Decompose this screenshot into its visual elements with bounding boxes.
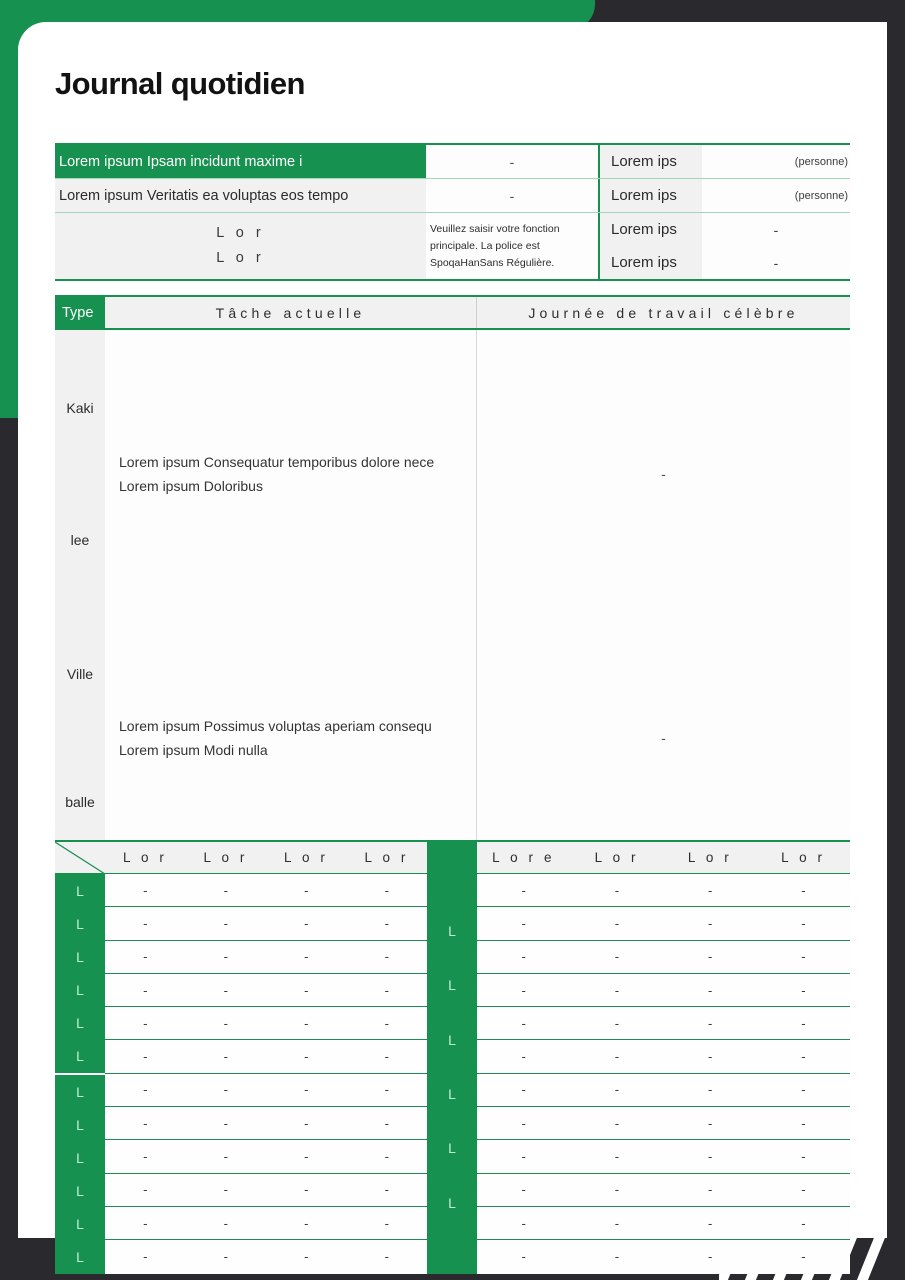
- grid-cell[interactable]: -: [521, 1115, 526, 1131]
- info-table: [55, 143, 850, 281]
- grid-cell[interactable]: -: [521, 1049, 526, 1065]
- grid-cell[interactable]: -: [143, 1115, 148, 1131]
- main-row-type-top: Kaki: [66, 400, 94, 416]
- grid-cell[interactable]: -: [614, 1215, 620, 1231]
- grid-cell[interactable]: -: [384, 882, 389, 898]
- main-row-task: [105, 618, 477, 858]
- grid-cell[interactable]: -: [304, 1049, 309, 1065]
- grid-cell[interactable]: -: [384, 1049, 389, 1065]
- grid-row[interactable]: [105, 874, 427, 907]
- grid-cell[interactable]: -: [614, 882, 620, 898]
- info-merged-subrows: [600, 213, 850, 279]
- grid-side-label: L: [76, 982, 84, 999]
- grid-cell[interactable]: -: [801, 915, 806, 931]
- grid-cell[interactable]: -: [143, 915, 148, 931]
- info-row-dash: -: [426, 179, 600, 212]
- info-subrow[interactable]: [600, 213, 850, 246]
- grid-mid-label: L: [448, 1140, 456, 1157]
- grid-cell[interactable]: -: [801, 1249, 806, 1265]
- grid-cell[interactable]: -: [223, 1049, 228, 1065]
- main-row-day: -: [477, 618, 850, 858]
- grid-table-header: [55, 840, 850, 874]
- grid-header-left-cols: [105, 842, 427, 873]
- main-row-type: [55, 618, 105, 858]
- grid-cell[interactable]: -: [707, 949, 713, 965]
- grid-cell[interactable]: -: [521, 1149, 526, 1165]
- page-panel: [18, 22, 887, 1266]
- grid-cell[interactable]: -: [143, 1049, 148, 1065]
- grid-cell[interactable]: -: [707, 1115, 713, 1131]
- grid-cell[interactable]: -: [143, 1082, 148, 1098]
- info-row-person: (personne): [702, 145, 850, 178]
- grid-side-label: L: [76, 1083, 84, 1100]
- grid-cell[interactable]: -: [304, 982, 309, 998]
- grid-right-cells: [477, 874, 850, 1274]
- grid-side-group-1[interactable]: [55, 874, 105, 1073]
- grid-cell[interactable]: -: [521, 1082, 526, 1098]
- info-row-person: (personne): [702, 179, 850, 212]
- grid-cell[interactable]: -: [614, 949, 620, 965]
- grid-mid-label: L: [448, 1194, 456, 1211]
- grid-row[interactable]: [477, 1140, 850, 1173]
- grid-cell[interactable]: -: [384, 1249, 389, 1265]
- grid-cell[interactable]: -: [143, 1215, 148, 1231]
- main-row-type-bottom: lee: [70, 532, 90, 548]
- grid-cell[interactable]: -: [614, 1249, 620, 1265]
- grid-cell[interactable]: -: [223, 949, 228, 965]
- grid-row[interactable]: [105, 941, 427, 974]
- main-row-type: [55, 330, 105, 618]
- grid-row[interactable]: [105, 1174, 427, 1207]
- stripe-bar: [852, 1238, 887, 1280]
- grid-header-cell: L o r: [687, 850, 733, 865]
- grid-row[interactable]: [477, 1207, 850, 1240]
- info-row-label: Lorem ipsum Ipsam incidunt maxime i: [55, 145, 426, 178]
- grid-cell[interactable]: -: [304, 1249, 309, 1265]
- info-row-name: Lorem ips: [600, 179, 702, 212]
- grid-row[interactable]: [477, 941, 850, 974]
- info-subrow-name: Lorem ips: [600, 213, 702, 246]
- grid-cell[interactable]: -: [304, 1015, 309, 1031]
- main-row-day: -: [477, 330, 850, 618]
- grid-row[interactable]: [105, 1240, 427, 1273]
- main-table-header: [55, 295, 850, 330]
- grid-header-cell: L o r: [203, 850, 248, 865]
- grid-cell[interactable]: -: [521, 1182, 526, 1198]
- grid-cell[interactable]: -: [801, 1082, 806, 1098]
- grid-cell[interactable]: -: [521, 882, 526, 898]
- grid-side-label: L: [76, 1048, 84, 1065]
- grid-cell[interactable]: -: [304, 1149, 309, 1165]
- info-merged-label-line: L o r: [216, 225, 265, 241]
- grid-corner-cell: [55, 842, 105, 873]
- grid-side-label: L: [76, 1183, 84, 1200]
- grid-cell[interactable]: -: [384, 915, 389, 931]
- info-merged-block[interactable]: [55, 213, 850, 281]
- grid-mid-label: L: [448, 1086, 456, 1103]
- grid-cell[interactable]: -: [384, 1149, 389, 1165]
- info-subrow-name: Lorem ips: [600, 246, 702, 279]
- grid-cell[interactable]: -: [614, 1082, 620, 1098]
- grid-mid-label: L: [448, 977, 456, 994]
- info-merged-note: [426, 213, 600, 279]
- grid-header-cell: L o r e: [492, 850, 556, 865]
- decor-right-dark-band: [887, 0, 905, 1280]
- info-subrow-value: -: [702, 246, 850, 279]
- grid-cell[interactable]: -: [801, 882, 806, 898]
- info-subrow[interactable]: [600, 246, 850, 279]
- grid-cell[interactable]: -: [707, 982, 713, 998]
- grid-cell[interactable]: -: [223, 1149, 228, 1165]
- grid-row[interactable]: [477, 1174, 850, 1207]
- grid-cell[interactable]: -: [801, 1149, 806, 1165]
- grid-row[interactable]: [105, 907, 427, 940]
- grid-cell[interactable]: -: [614, 982, 620, 998]
- grid-cell[interactable]: -: [801, 1049, 806, 1065]
- grid-header-cell: L o r: [781, 850, 826, 865]
- info-merged-note-text: Veuillez saisir votre fonction principale. La police est SpoqaHanSans Régulière.: [430, 222, 560, 269]
- grid-cell[interactable]: -: [143, 982, 148, 998]
- grid-cell[interactable]: -: [801, 982, 806, 998]
- grid-cell[interactable]: -: [143, 1249, 148, 1265]
- main-table: [55, 295, 850, 858]
- grid-cell[interactable]: -: [521, 1249, 526, 1265]
- grid-cell[interactable]: -: [304, 1082, 309, 1098]
- grid-cell[interactable]: -: [304, 1182, 309, 1198]
- info-row-dash: -: [426, 145, 600, 178]
- grid-header-cell: L o r: [283, 850, 329, 865]
- grid-cell[interactable]: -: [521, 915, 526, 931]
- main-row-task-line: Lorem ipsum Doloribus: [119, 478, 263, 494]
- grid-cell[interactable]: -: [707, 1082, 713, 1098]
- grid-header-cell: L o r: [364, 850, 409, 865]
- grid-cell[interactable]: -: [801, 1015, 806, 1031]
- grid-row[interactable]: [477, 1107, 850, 1140]
- grid-cell[interactable]: -: [707, 1049, 713, 1065]
- grid-header-cell: L o r: [594, 850, 640, 865]
- grid-mid-label: L: [448, 1031, 456, 1048]
- grid-cell[interactable]: -: [801, 1115, 806, 1131]
- grid-side-label: L: [76, 915, 84, 932]
- grid-table: [55, 840, 850, 1274]
- main-row-task-line: Lorem ipsum Modi nulla: [119, 742, 268, 758]
- info-subrow-value: -: [702, 213, 850, 246]
- grid-cell[interactable]: -: [304, 1215, 309, 1231]
- grid-side-label: L: [76, 1249, 84, 1266]
- grid-cell[interactable]: -: [223, 1249, 228, 1265]
- grid-cell[interactable]: -: [614, 1049, 620, 1065]
- info-row-name: Lorem ips: [600, 145, 702, 178]
- grid-cell[interactable]: -: [521, 1215, 526, 1231]
- info-merged-label: [55, 213, 426, 279]
- grid-row[interactable]: [477, 874, 850, 907]
- grid-cell[interactable]: -: [384, 1082, 389, 1098]
- grid-cell[interactable]: -: [801, 1182, 806, 1198]
- grid-side-label: L: [76, 882, 84, 899]
- grid-row[interactable]: [105, 1107, 427, 1140]
- grid-side-label: L: [76, 1015, 84, 1032]
- diagonal-split-icon: [55, 842, 105, 873]
- grid-cell[interactable]: -: [707, 882, 713, 898]
- info-row-label: Lorem ipsum Veritatis ea voluptas eos tempo: [55, 179, 426, 212]
- grid-cell[interactable]: -: [223, 1082, 228, 1098]
- main-row-task-line: Lorem ipsum Possimus voluptas aperiam consequ: [119, 718, 432, 734]
- grid-cell[interactable]: -: [384, 1182, 389, 1198]
- grid-cell[interactable]: -: [223, 1215, 228, 1231]
- grid-cell[interactable]: -: [707, 1015, 713, 1031]
- grid-cell[interactable]: -: [143, 949, 148, 965]
- grid-row[interactable]: [477, 907, 850, 940]
- main-row-type-bottom: balle: [65, 794, 95, 810]
- main-table-row[interactable]: [55, 330, 850, 618]
- grid-cell[interactable]: -: [304, 882, 309, 898]
- grid-table-body: [55, 874, 850, 1274]
- grid-row[interactable]: [477, 974, 850, 1007]
- grid-mid-column[interactable]: [427, 874, 477, 1274]
- grid-mid-label: L: [448, 923, 456, 940]
- grid-cell[interactable]: -: [143, 882, 148, 898]
- grid-cell[interactable]: -: [223, 1115, 228, 1131]
- grid-cell[interactable]: -: [801, 1215, 806, 1231]
- grid-cell[interactable]: -: [143, 1015, 148, 1031]
- grid-cell[interactable]: -: [707, 915, 713, 931]
- grid-row[interactable]: [105, 974, 427, 1007]
- grid-header-mid-block: [427, 842, 477, 873]
- grid-side-column: [55, 874, 105, 1274]
- page-title: Journal quotidien: [55, 66, 305, 101]
- grid-cell[interactable]: -: [223, 1182, 228, 1198]
- info-merged-label-line: L o r: [216, 250, 265, 266]
- grid-cell[interactable]: -: [614, 1149, 620, 1165]
- grid-row[interactable]: [105, 1074, 427, 1107]
- grid-header-right-cols: [477, 842, 850, 873]
- grid-cell[interactable]: -: [223, 915, 228, 931]
- grid-header-cell: L o r: [122, 850, 168, 865]
- grid-row[interactable]: [105, 1007, 427, 1040]
- grid-cell[interactable]: -: [223, 1015, 228, 1031]
- grid-cell[interactable]: -: [384, 1215, 389, 1231]
- main-header-day: Journée de travail célèbre: [477, 297, 850, 328]
- grid-cell[interactable]: -: [521, 949, 526, 965]
- grid-side-label: L: [76, 948, 84, 965]
- grid-row[interactable]: [105, 1140, 427, 1173]
- main-header-task: Tâche actuelle: [105, 297, 477, 328]
- grid-cell[interactable]: -: [384, 949, 389, 965]
- grid-row[interactable]: [105, 1040, 427, 1073]
- grid-cell[interactable]: -: [614, 1015, 620, 1031]
- main-table-row[interactable]: [55, 618, 850, 858]
- grid-side-label: L: [76, 1216, 84, 1233]
- grid-cell[interactable]: -: [143, 1149, 148, 1165]
- info-row[interactable]: [55, 179, 850, 213]
- main-header-type: Type: [55, 297, 105, 328]
- grid-cell[interactable]: -: [707, 1149, 713, 1165]
- grid-cell[interactable]: -: [614, 1182, 620, 1198]
- grid-row[interactable]: [477, 1240, 850, 1273]
- grid-cell[interactable]: -: [614, 915, 620, 931]
- grid-side-label: L: [76, 1116, 84, 1133]
- grid-cell[interactable]: -: [707, 1215, 713, 1231]
- grid-cell[interactable]: -: [223, 982, 228, 998]
- grid-cell[interactable]: -: [707, 1249, 713, 1265]
- grid-cell[interactable]: -: [304, 949, 309, 965]
- grid-left-cells: [105, 874, 427, 1274]
- grid-cell[interactable]: -: [384, 982, 389, 998]
- main-row-task-line: Lorem ipsum Consequatur temporibus dolore nece: [119, 454, 435, 470]
- grid-cell[interactable]: -: [614, 1115, 620, 1131]
- grid-cell[interactable]: -: [707, 1182, 713, 1198]
- grid-cell[interactable]: -: [521, 982, 526, 998]
- info-row[interactable]: [55, 143, 850, 179]
- grid-cell[interactable]: -: [304, 915, 309, 931]
- main-row-task: [105, 330, 477, 618]
- grid-row[interactable]: [477, 1007, 850, 1040]
- grid-cell[interactable]: -: [143, 1182, 148, 1198]
- grid-side-label: L: [76, 1149, 84, 1166]
- grid-row[interactable]: [477, 1040, 850, 1073]
- grid-cell[interactable]: -: [384, 1115, 389, 1131]
- grid-row[interactable]: [105, 1207, 427, 1240]
- grid-cell[interactable]: -: [521, 1015, 526, 1031]
- grid-side-group-2[interactable]: [55, 1075, 105, 1274]
- grid-row[interactable]: [477, 1074, 850, 1107]
- main-row-type-top: Ville: [66, 666, 94, 682]
- grid-cell[interactable]: -: [384, 1015, 389, 1031]
- grid-cell[interactable]: -: [304, 1115, 309, 1131]
- grid-cell[interactable]: -: [223, 882, 228, 898]
- grid-cell[interactable]: -: [801, 949, 806, 965]
